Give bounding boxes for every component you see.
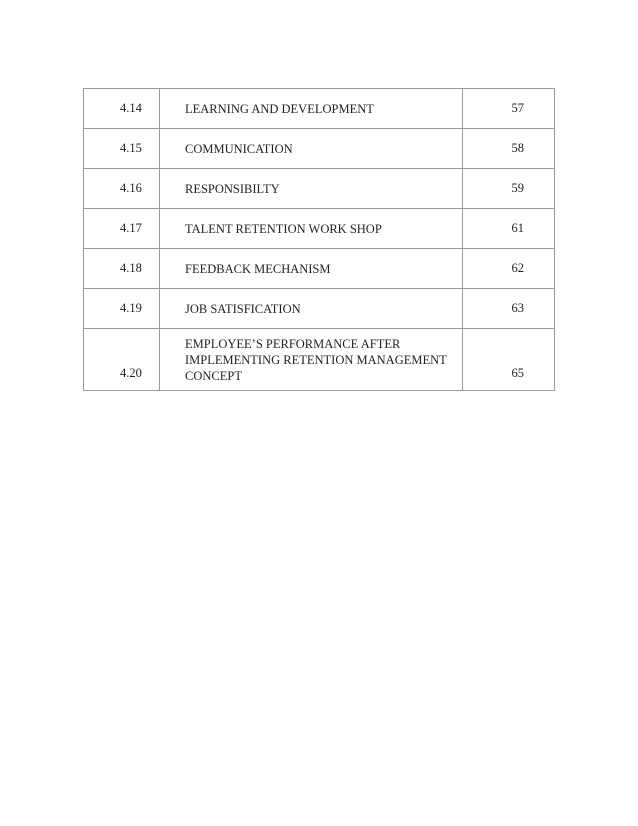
section-number: 4.16 (84, 169, 160, 209)
table-of-contents (83, 88, 555, 391)
table-row (84, 169, 555, 209)
page-number: 61 (463, 209, 555, 249)
section-title-line: EMPLOYEE’S PERFORMANCE AFTER (185, 337, 401, 351)
section-number: 4.17 (84, 209, 160, 249)
section-number: 4.19 (84, 289, 160, 329)
table-row (84, 289, 555, 329)
page-number: 63 (463, 289, 555, 329)
table-row (84, 329, 555, 391)
page-number: 65 (463, 329, 555, 391)
section-title: TALENT RETENTION WORK SHOP (160, 209, 463, 249)
table-row (84, 129, 555, 169)
page-number: 62 (463, 249, 555, 289)
section-number: 4.14 (84, 89, 160, 129)
section-title: COMMUNICATION (160, 129, 463, 169)
page-number: 59 (463, 169, 555, 209)
table-row (84, 89, 555, 129)
section-title: JOB SATISFICATION (160, 289, 463, 329)
page-number: 57 (463, 89, 555, 129)
section-title-line: IMPLEMENTING RETENTION MANAGEMENT (185, 353, 447, 367)
section-title: RESPONSIBILTY (160, 169, 463, 209)
table-row (84, 249, 555, 289)
section-title: FEEDBACK MECHANISM (160, 249, 463, 289)
section-number: 4.18 (84, 249, 160, 289)
section-title: LEARNING AND DEVELOPMENT (160, 89, 463, 129)
section-number: 4.15 (84, 129, 160, 169)
page-number: 58 (463, 129, 555, 169)
section-number: 4.20 (84, 329, 160, 391)
table-row (84, 209, 555, 249)
section-title-line: CONCEPT (185, 369, 242, 383)
section-title (160, 329, 463, 391)
